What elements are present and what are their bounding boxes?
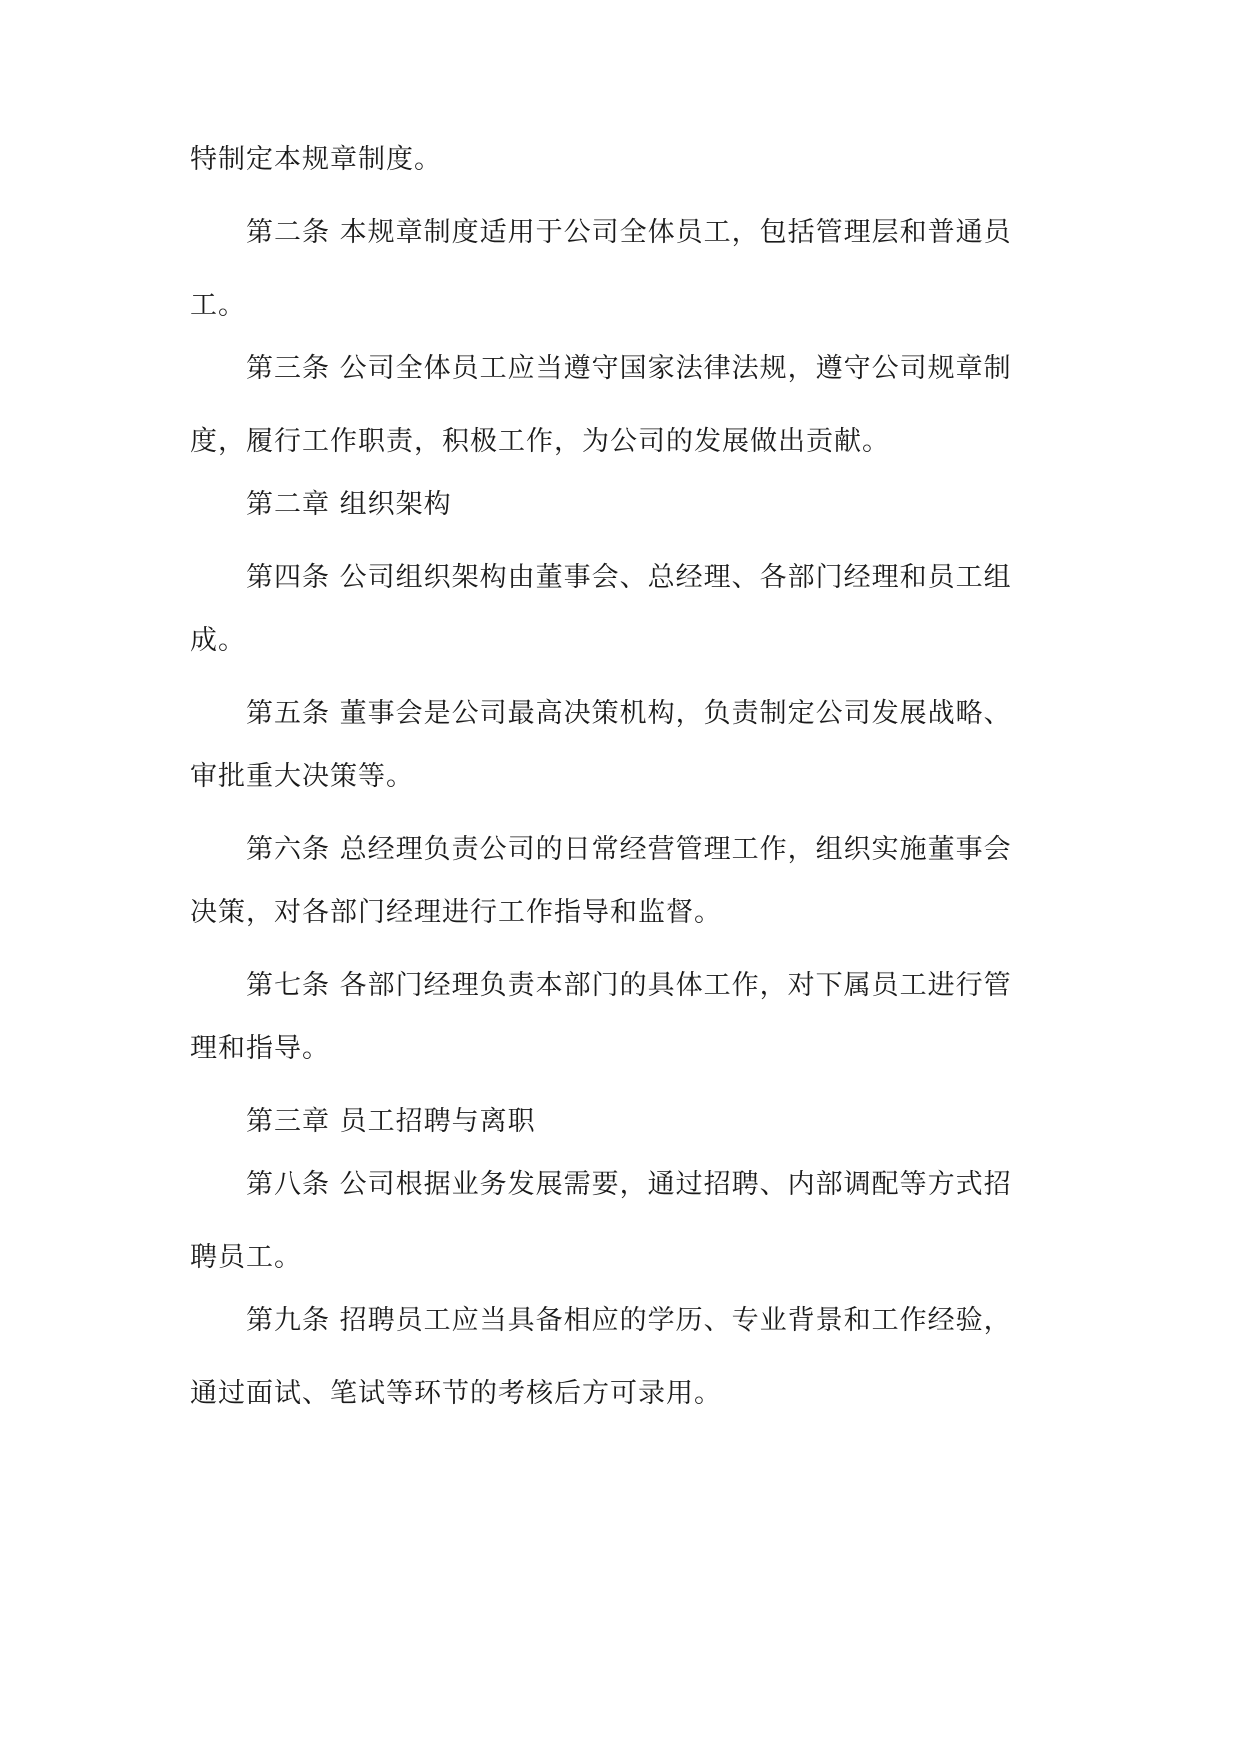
article-8-line-2: 聘员工。 <box>190 1242 302 1273</box>
article-7-line-2: 理和指导。 <box>190 1033 330 1064</box>
paragraph-line: 特制定本规章制度。 <box>190 144 442 175</box>
article-6-line-2: 决策，对各部门经理进行工作指导和监督。 <box>190 897 722 928</box>
article-5-line-2: 审批重大决策等。 <box>190 761 414 792</box>
article-8-line-1: 第八条 公司根据业务发展需要，通过招聘、内部调配等方式招 <box>246 1169 1012 1200</box>
chapter-3-heading: 第三章 员工招聘与离职 <box>246 1106 536 1137</box>
chapter-2-heading: 第二章 组织架构 <box>246 489 452 520</box>
article-3-line-1: 第三条 公司全体员工应当遵守国家法律法规，遵守公司规章制 <box>246 353 1012 384</box>
article-7-line-1: 第七条 各部门经理负责本部门的具体工作，对下属员工进行管 <box>246 970 1012 1001</box>
article-2-line-1: 第二条 本规章制度适用于公司全体员工，包括管理层和普通员 <box>246 217 1012 248</box>
article-5-line-1: 第五条 董事会是公司最高决策机构，负责制定公司发展战略、 <box>246 698 1012 729</box>
article-2-line-2: 工。 <box>190 290 246 321</box>
article-3-line-2: 度，履行工作职责，积极工作，为公司的发展做出贡献。 <box>190 426 890 457</box>
article-9-line-1: 第九条 招聘员工应当具备相应的学历、专业背景和工作经验， <box>246 1305 1012 1336</box>
article-4-line-2: 成。 <box>190 625 246 656</box>
article-4-line-1: 第四条 公司组织架构由董事会、总经理、各部门经理和员工组 <box>246 562 1012 593</box>
article-9-line-2: 通过面试、笔试等环节的考核后方可录用。 <box>190 1378 722 1409</box>
article-6-line-1: 第六条 总经理负责公司的日常经营管理工作，组织实施董事会 <box>246 834 1012 865</box>
